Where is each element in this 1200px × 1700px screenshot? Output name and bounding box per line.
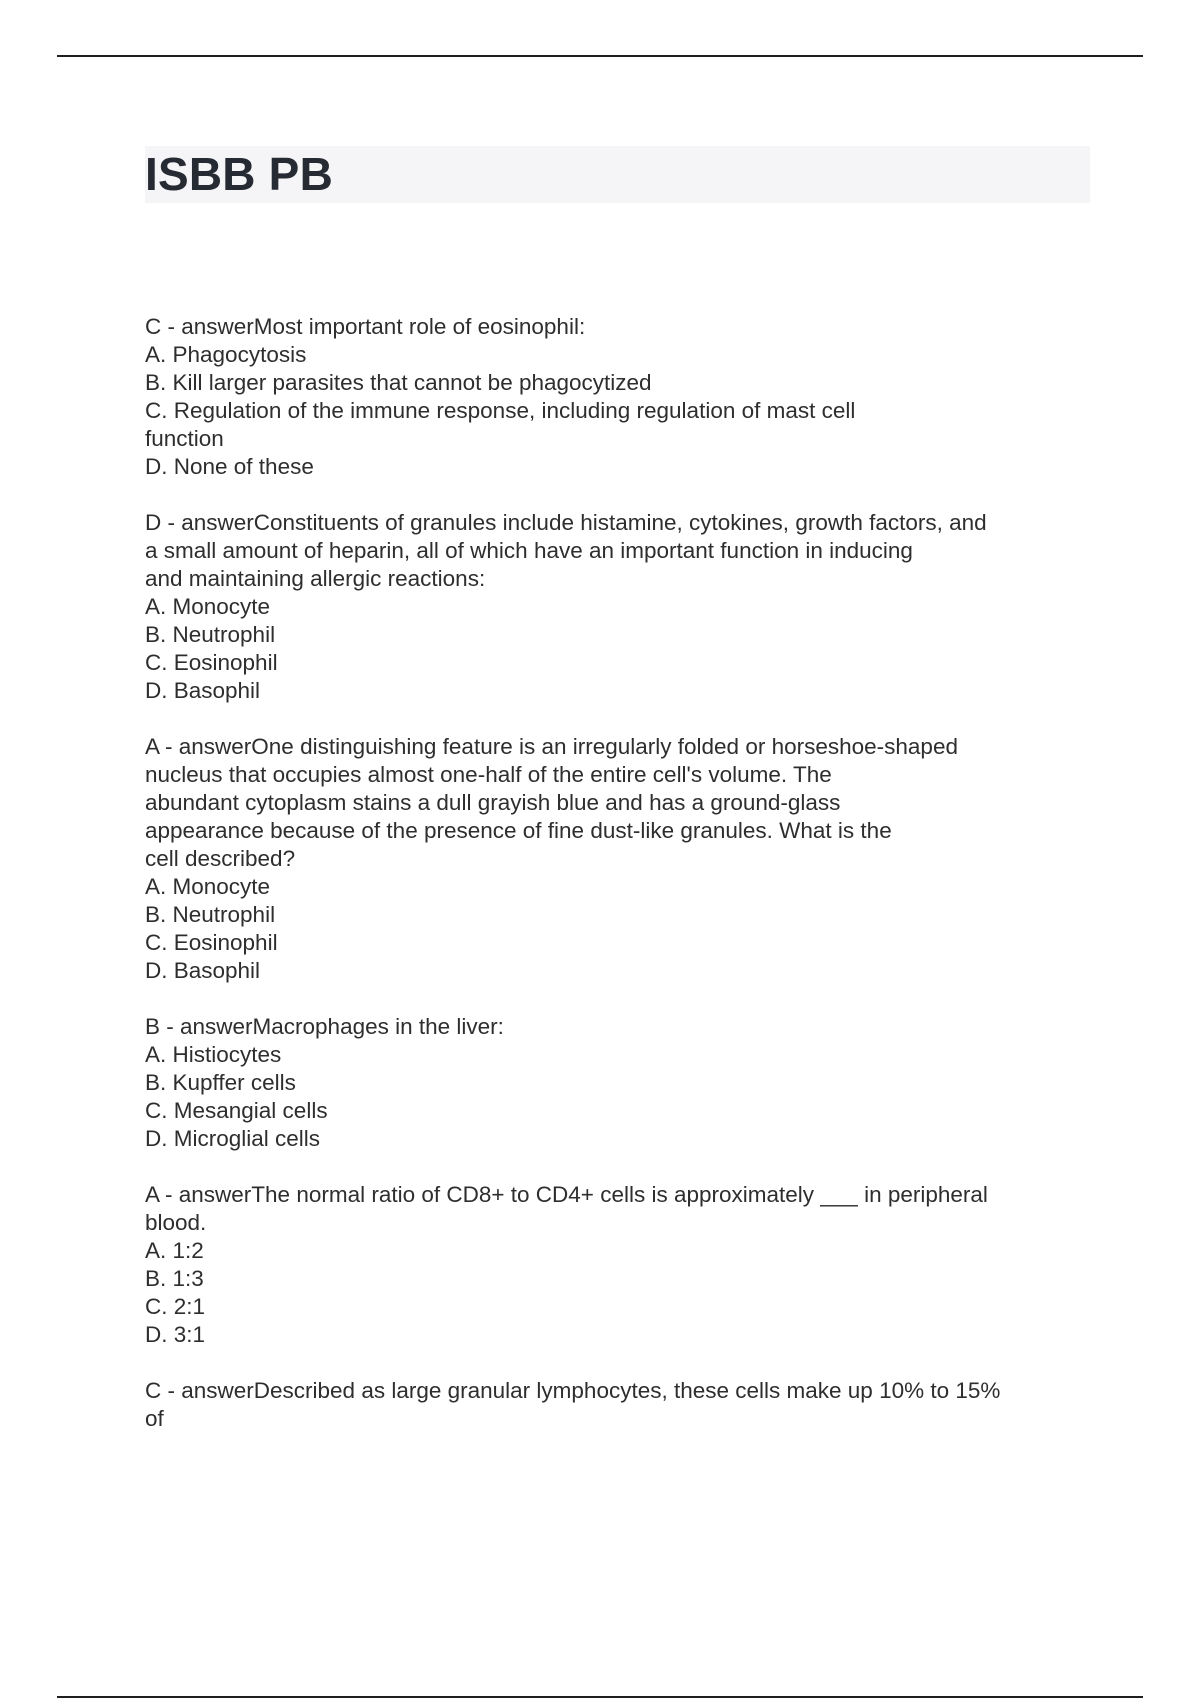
option-line: B. Kupffer cells xyxy=(145,1070,296,1095)
option-line: C. Regulation of the immune response, including regulation of mast cell xyxy=(145,398,856,423)
option-line: A. Phagocytosis xyxy=(145,342,307,367)
question-line: of xyxy=(145,1406,164,1431)
question-line: C - answerMost important role of eosinophil: xyxy=(145,314,586,339)
option-line: B. Neutrophil xyxy=(145,902,276,927)
document-body xyxy=(145,313,1075,1461)
question-line: A - answerThe normal ratio of CD8+ to CD4+ cells is approximately ___ in peripheral xyxy=(145,1182,988,1207)
question-line: B - answerMacrophages in the liver: xyxy=(145,1014,504,1039)
question-line: a small amount of heparin, all of which have an important function in inducing xyxy=(145,538,913,563)
option-line: C. 2:1 xyxy=(145,1294,206,1319)
option-line: D. None of these xyxy=(145,454,314,479)
question-block xyxy=(145,1013,1075,1153)
option-line: D. Microglial cells xyxy=(145,1126,321,1151)
top-rule xyxy=(57,55,1143,57)
option-line: A. Monocyte xyxy=(145,874,271,899)
option-line: D. Basophil xyxy=(145,678,261,703)
question-line: A - answerOne distinguishing feature is an irregularly folded or horseshoe-shaped xyxy=(145,734,958,759)
option-line: A. Monocyte xyxy=(145,594,271,619)
option-line: B. 1:3 xyxy=(145,1266,204,1291)
option-line: function xyxy=(145,426,224,451)
option-line: A. 1:2 xyxy=(145,1238,204,1263)
question-line: blood. xyxy=(145,1210,207,1235)
question-block xyxy=(145,1181,1075,1349)
bottom-rule xyxy=(57,1696,1143,1698)
question-line: nucleus that occupies almost one-half of the entire cell's volume. The xyxy=(145,762,832,787)
option-line: C. Eosinophil xyxy=(145,930,278,955)
question-block xyxy=(145,313,1075,481)
question-line: abundant cytoplasm stains a dull grayish blue and has a ground-glass xyxy=(145,790,841,815)
option-line: B. Neutrophil xyxy=(145,622,276,647)
option-line: B. Kill larger parasites that cannot be phagocytized xyxy=(145,370,652,395)
option-line: A. Histiocytes xyxy=(145,1042,282,1067)
document-title: ISBB PB xyxy=(145,148,333,200)
question-line: appearance because of the presence of fine dust-like granules. What is the xyxy=(145,818,892,843)
option-line: D. Basophil xyxy=(145,958,261,983)
question-line: cell described? xyxy=(145,846,296,871)
question-line: and maintaining allergic reactions: xyxy=(145,566,486,591)
option-line: D. 3:1 xyxy=(145,1322,206,1347)
question-line: C - answerDescribed as large granular lymphocytes, these cells make up 10% to 15% xyxy=(145,1378,1001,1403)
option-line: C. Eosinophil xyxy=(145,650,278,675)
option-line: C. Mesangial cells xyxy=(145,1098,328,1123)
question-block xyxy=(145,509,1075,705)
question-line: D - answerConstituents of granules include histamine, cytokines, growth factors, and xyxy=(145,510,987,535)
question-block xyxy=(145,733,1075,985)
question-block xyxy=(145,1377,1075,1433)
